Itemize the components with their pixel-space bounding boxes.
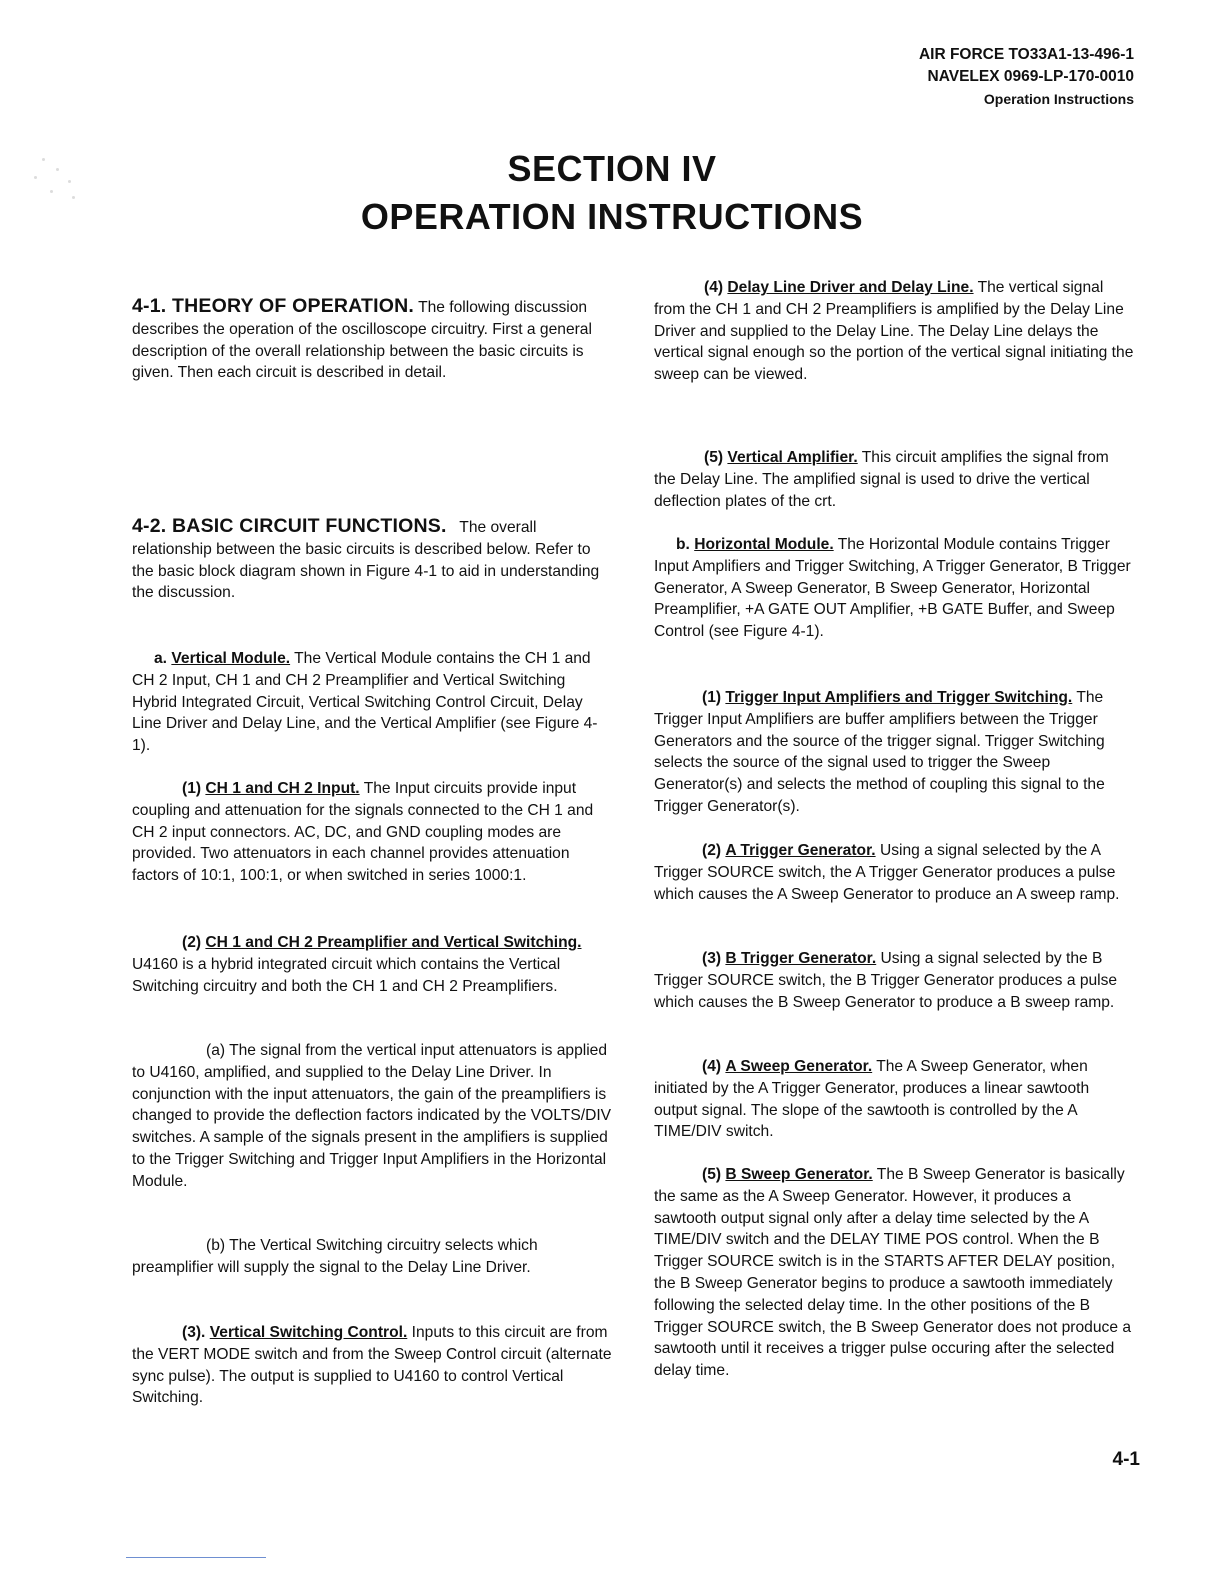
label-b5: (5) [702,1166,722,1183]
paragraph-b2 [654,840,1134,905]
paragraph-a-text: The Vertical Module contains the CH 1 and CH 2 Input, CH 1 and CH 2 Preamplifier and Vertical Switching Hybrid Integrated Circuit, Vertical Switching Control Circuit, Delay Line Driver and Delay Line, and the Vertical Amplifier (see Figure 4-1). [132,650,598,755]
paragraph-4-1 [132,296,614,384]
label-a5: (5) [704,449,724,466]
document-header [919,44,1134,110]
paragraph-a5-text: This circuit amplifies the signal from the Delay Line. The amplified signal is used to drive the vertical deflection plates of the crt. [654,449,1109,510]
paragraph-b1 [654,687,1134,818]
paragraph-a1 [132,778,614,887]
label-a2: (2) [182,934,202,951]
title-vertical-module: Vertical Module. [171,650,291,667]
header-line-2: NAVELEX 0969-LP-170-0010 [927,68,1134,85]
paragraph-a3 [132,1322,614,1409]
label-b3: (3) [702,950,722,967]
title-vertical-switching-control: Vertical Switching Control. [209,1324,408,1341]
paragraph-a1-text: The Input circuits provide input coupling and attenuation for the signals connected to the CH 1 and CH 2 input connectors. AC, DC, and GND coupling modes are provided. Two attenuators in each channel provides attenuation factors of 10:1, 100:1, or when switched in series 1000:1. [132,780,594,885]
footer-rule [126,1557,266,1558]
page-number: 4-1 [1112,1449,1140,1470]
paragraph-b4-text: The A Sweep Generator, when initiated by the A Trigger Generator, produces a linear sawtooth output signal. The slope of the sawtooth is controlled by the A TIME/DIV switch. [654,1058,1090,1141]
title-b-trigger-generator: B Trigger Generator. [725,950,877,967]
label-a: a. [154,650,168,667]
title-ch-input: CH 1 and CH 2 Input. [205,780,360,797]
paragraph-a2a: (a) The signal from the vertical input attenuators is applied to U4160, amplified, and supplied to the Delay Line Driver. In conjunction with the input attenuators, the gain of the preamplifiers is changed to provide the deflection factors indicated by the VOLTS/DIV switches. A sample of the signals present in the amplifiers is supplied to the Trigger Switching and Trigger Input Amplifiers in the Horizontal Module. [132,1042,612,1190]
label-b: b. [676,536,690,553]
paragraph-b5-text: The B Sweep Generator is basically the same as the A Sweep Generator. However, it produces a sawtooth output signal only after a delay time selected by the A TIME/DIV switch and the DELAY TIME POS control. When the B Trigger SOURCE switch is in the STARTS AFTER DELAY position, the B Sweep Generator begins to produce a sawtooth immediately following the selected delay time. In the other positions of the B Trigger SOURCE switch, the B Sweep Generator does not produce a sawtooth until it receives a trigger pulse occuring after the selected delay time. [654,1166,1131,1380]
paragraph-b-text: The Horizontal Module contains Trigger Input Amplifiers and Trigger Switching, A Trigger Generator, B Trigger Generator, A Sweep Generator, B Sweep Generator, Horizontal Preamplifier, +A GATE OUT Amplifier, +B GATE Buffer, and Sweep Control (see Figure 4-1). [654,536,1131,641]
paragraph-b2-text: Using a signal selected by the A Trigger SOURCE switch, the A Trigger Generator produces a pulse which causes the A Sweep Generator to produce an A sweep ramp. [654,842,1120,903]
title-trigger-input-amplifiers: Trigger Input Amplifiers and Trigger Switching. [725,689,1073,706]
title-horizontal-module: Horizontal Module. [694,536,834,553]
title-preamplifier-switching: CH 1 and CH 2 Preamplifier and Vertical Switching. [205,934,582,951]
label-b1: (1) [702,689,722,706]
paragraph-a2b: (b) The Vertical Switching circuitry selects which preamplifier will supply the signal to the Delay Line Driver. [132,1237,538,1276]
paragraph-a2-text: U4160 is a hybrid integrated circuit which contains the Vertical Switching circuitry and both the CH 1 and CH 2 Preamplifiers. [132,955,561,995]
header-line-1: AIR FORCE TO33A1-13-496-1 [918,46,1134,63]
paragraph-b4 [654,1056,1134,1143]
paragraph-b1-text: The Trigger Input Amplifiers are buffer amplifiers between the Trigger Generators and the source of the trigger signal. Trigger Switching selects the source of the signal used to trigger the Sweep Generator(s) and selects the method of coupling this signal to the Trigger Generator(s). [654,689,1105,815]
paragraph-4-2-text: The overall relationship between the basic circuits is described below. Refer to the basic block diagram shown in Figure 4-1 to aid in understanding the discussion. [132,519,600,602]
paragraph-4-2 [132,516,614,604]
label-b2: (2) [702,842,722,859]
paragraph-b3 [654,948,1134,1013]
title-vertical-amplifier: Vertical Amplifier. [727,449,858,466]
section-title: SECTION IV [507,148,717,189]
title-b-sweep-generator: B Sweep Generator. [725,1166,873,1183]
title-a-sweep-generator: A Sweep Generator. [725,1058,873,1075]
header-line-3: Operation Instructions [983,91,1134,107]
heading-4-2: 4-2. BASIC CIRCUIT FUNCTIONS. [132,515,447,537]
label-b4: (4) [702,1058,722,1075]
paragraph-b3-text: Using a signal selected by the B Trigger SOURCE switch, the B Trigger Generator produces a pulse which causes the B Sweep Generator to produce a B sweep ramp. [654,950,1118,1011]
label-a4: (4) [704,279,724,296]
paragraph-a4 [654,277,1134,386]
label-a1: (1) [182,780,202,797]
title-delay-line: Delay Line Driver and Delay Line. [727,279,974,296]
paragraph-b [654,534,1134,643]
label-a3: (3). [182,1324,206,1341]
paragraph-b5 [654,1164,1134,1382]
section-subtitle: OPERATION INSTRUCTIONS [360,196,864,237]
paragraph-a4-text: The vertical signal from the CH 1 and CH 2 Preamplifiers is amplified by the Delay Line Driver and supplied to the Delay Line. The Delay Line delays the vertical signal enough so the portion of the vertical signal initiating the sweep can be viewed. [654,279,1134,384]
heading-4-1: 4-1. THEORY OF OPERATION. [132,295,415,317]
paragraph-a2 [132,932,614,997]
paragraph-4-1-text: The following discussion describes the operation of the oscilloscope circuitry. First a general description of the overall relationship between the basic circuits is given. Then each circuit is described in detail. [132,299,592,382]
paragraph-a [132,648,614,757]
paragraph-a3-text: Inputs to this circuit are from the VERT MODE switch and from the Sweep Control circuit (alternate sync pulse). The output is supplied to U4160 to control Vertical Switching. [132,1324,612,1407]
paragraph-a5 [654,447,1134,512]
title-a-trigger-generator: A Trigger Generator. [725,842,876,859]
